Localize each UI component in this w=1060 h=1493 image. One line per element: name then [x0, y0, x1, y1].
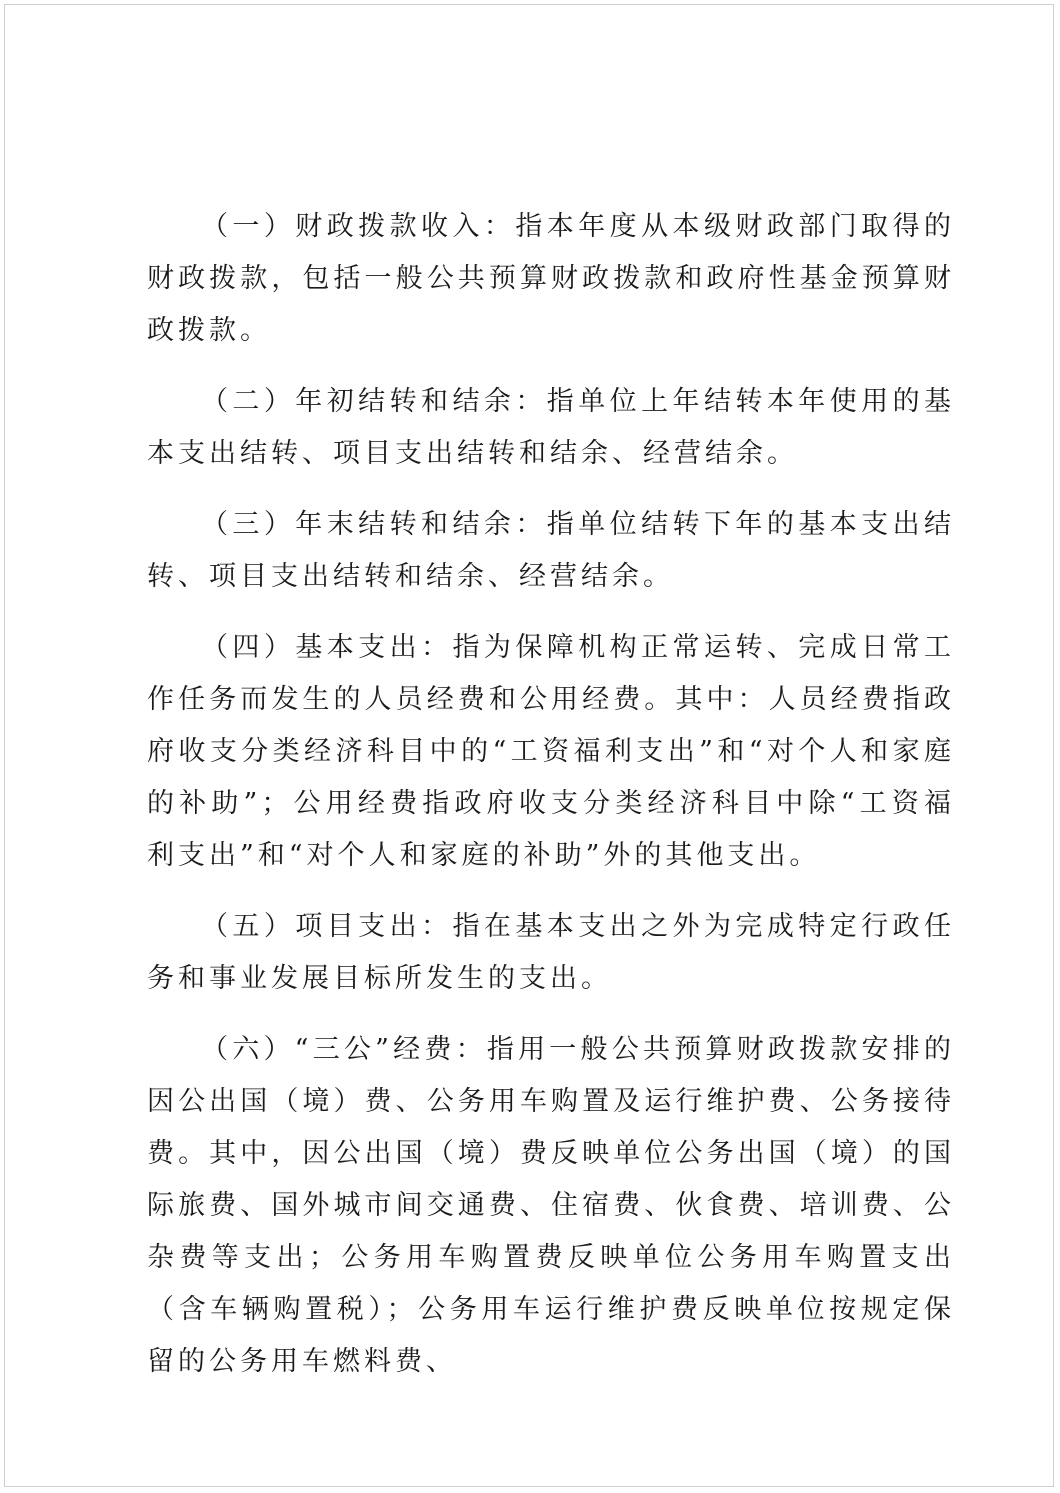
paragraph-basic-expenditure: （四）基本支出：指为保障机构正常运转、完成日常工作任务而发生的人员经费和公用经费。其中：人员经费指政府收支分类经济科目中的“工资福利支出”和“对个人和家庭的补助”；公用经费指政府收支分类经济科目中除“工资福利支出”和“对个人和家庭的补助”外的其他支出。: [147, 632, 955, 871]
document-body: [147, 201, 955, 1407]
paragraph-opening-carryover: （二）年初结转和结余：指单位上年结转本年使用的基本支出结转、项目支出结转和结余、经营结余。: [147, 386, 955, 469]
paragraph-project-expenditure: （五）项目支出：指在基本支出之外为完成特定行政任务和事业发展目标所发生的支出。: [147, 911, 955, 994]
paragraph-closing-carryover: （三）年末结转和结余：指单位结转下年的基本支出结转、项目支出结转和结余、经营结余。: [147, 509, 955, 592]
paragraph-fiscal-appropriation-income: （一）财政拨款收入：指本年度从本级财政部门取得的财政拨款，包括一般公共预算财政拨款和政府性基金预算财政拨款。: [147, 211, 955, 346]
paragraph-three-public-expenses: （六）“三公”经费：指用一般公共预算财政拨款安排的因公出国（境）费、公务用车购置及运行维护费、公务接待费。其中，因公出国（境）费反映单位公务出国（境）的国际旅费、国外城市间交通费、住宿费、伙食费、培训费、公杂费等支出；公务用车购置费反映单位公务用车购置支出（含车辆购置税）；公务用车运行维护费反映单位按规定保留的公务用车燃料费、: [147, 1034, 955, 1377]
document-page: [4, 4, 1054, 1487]
